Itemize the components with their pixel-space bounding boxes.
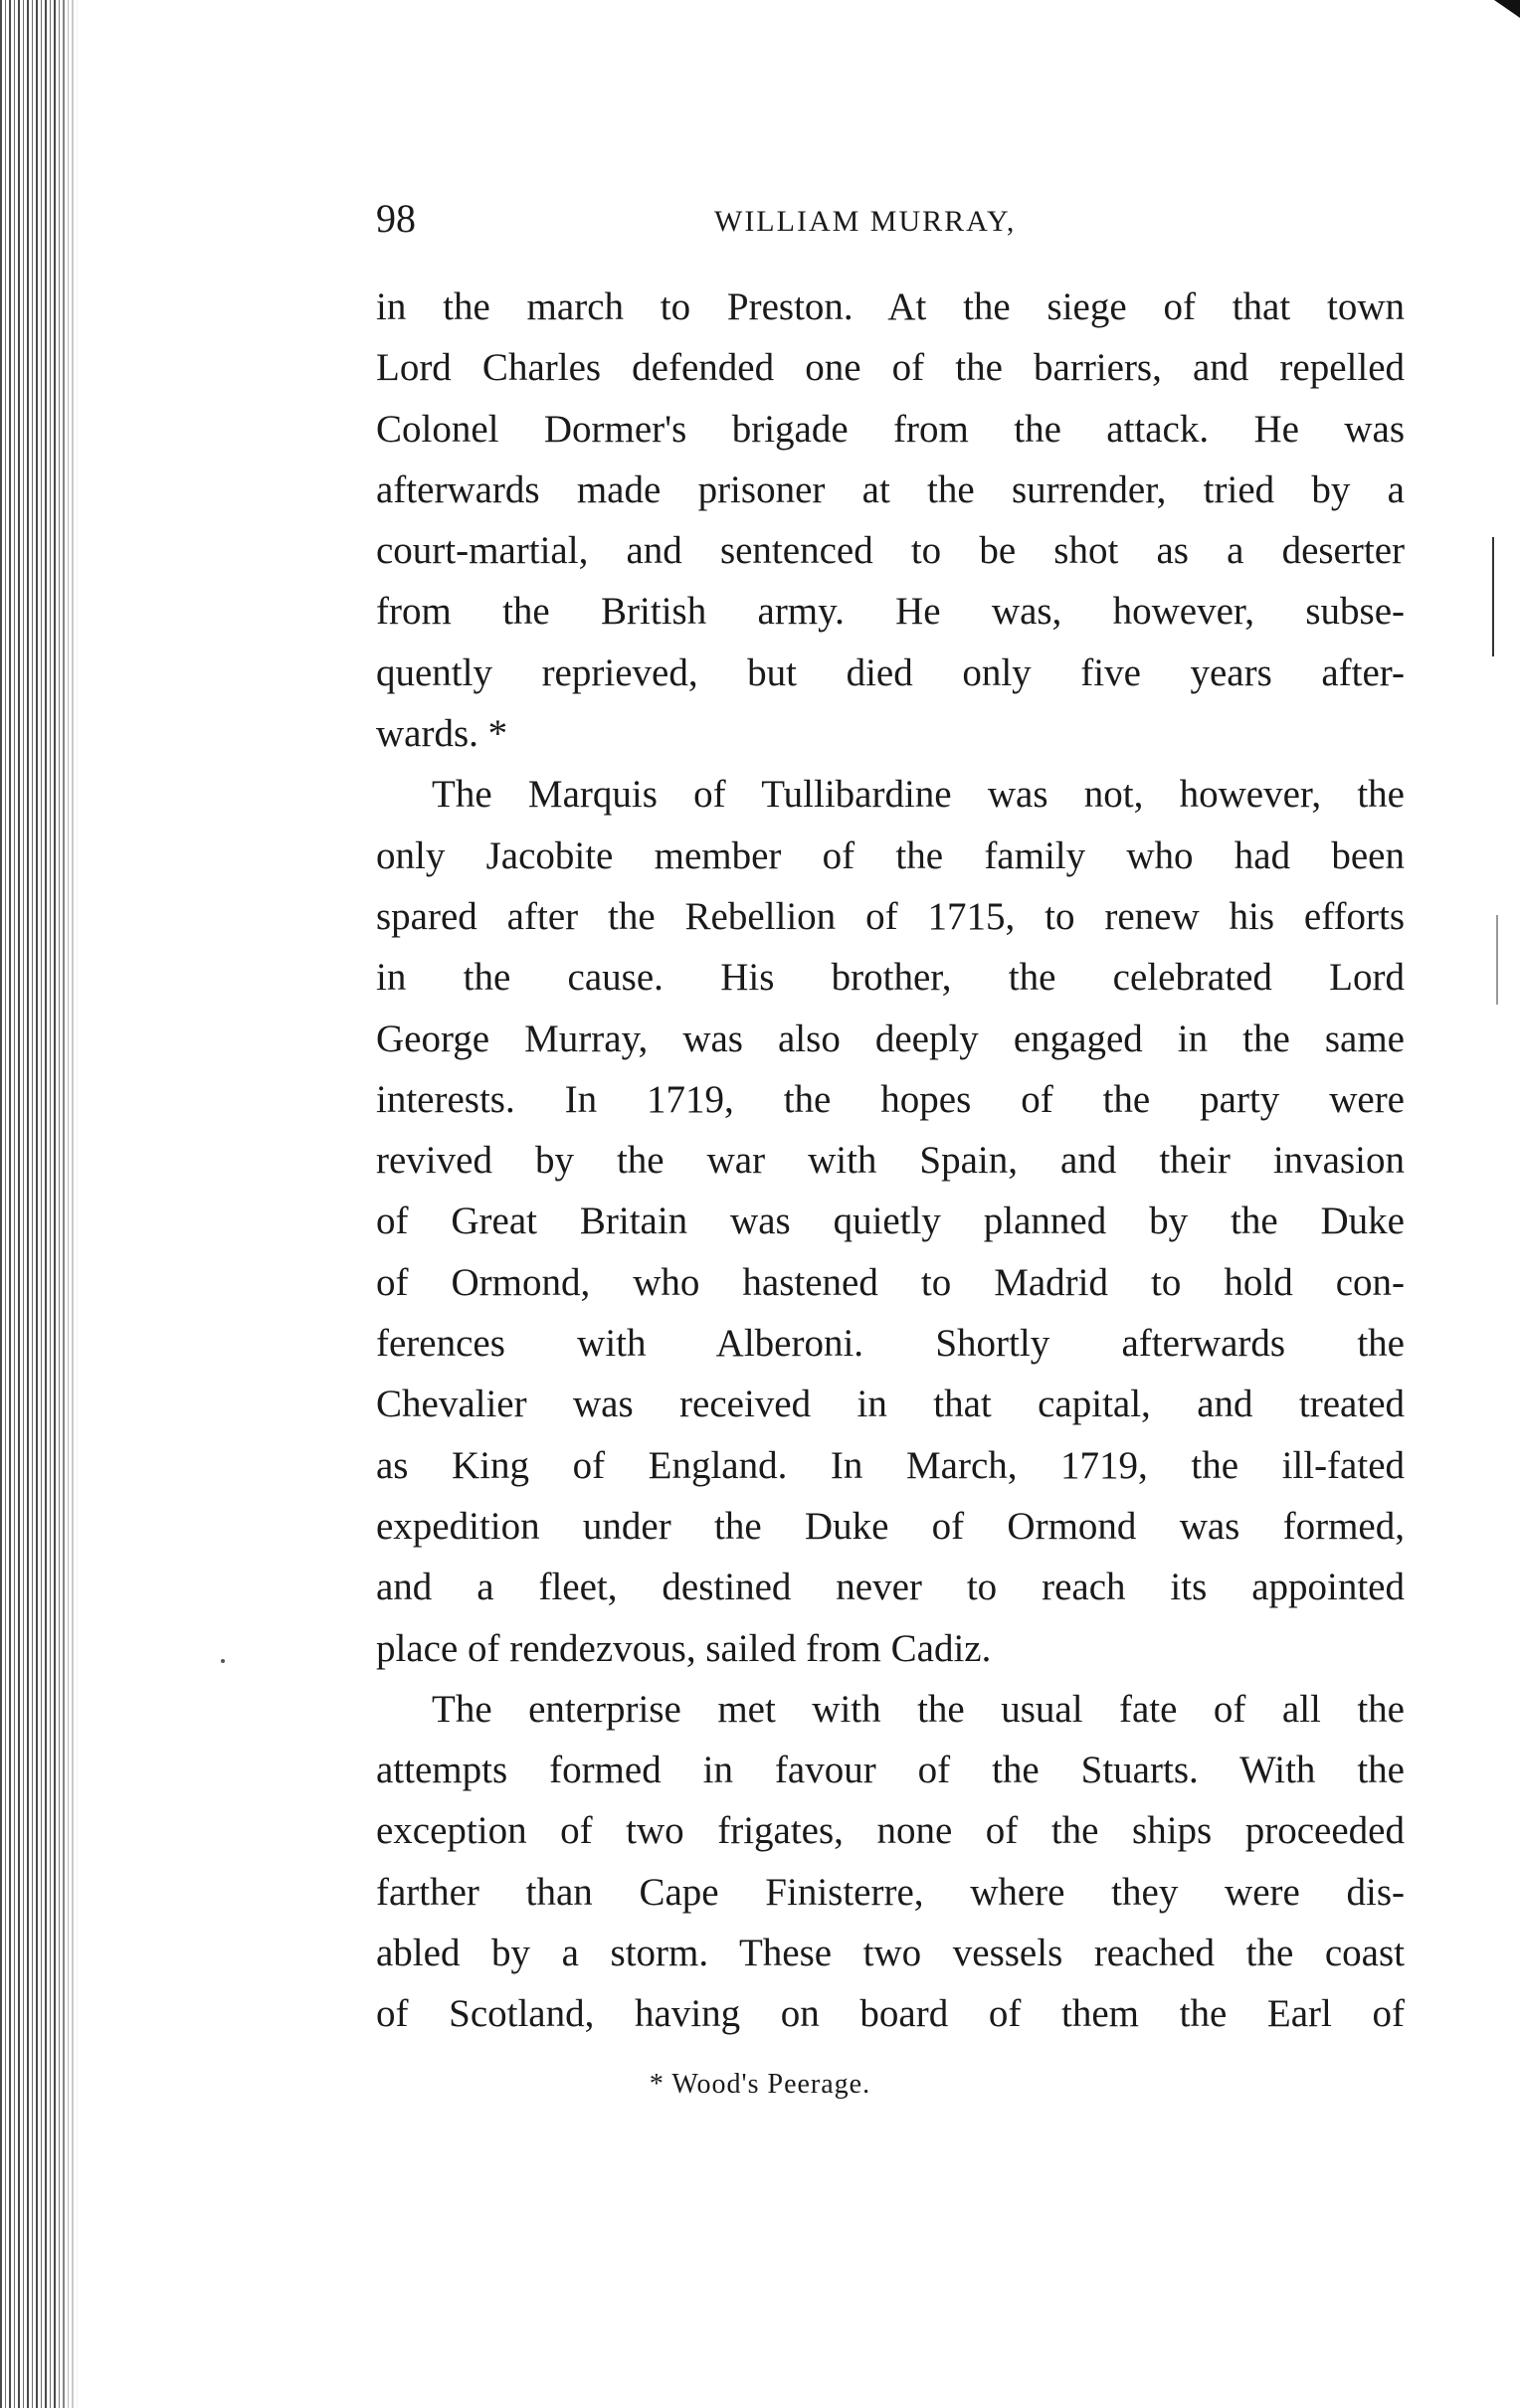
text-line: afterwards made prisoner at the surrender, tried by a [376,467,1405,511]
margin-mark [1496,915,1498,1005]
text-line: spared after the Rebellion of 1715, to renew his efforts [376,894,1405,938]
text-line: abled by a storm. These two vessels reached the coast [376,1932,1405,1975]
margin-mark [1492,537,1494,656]
text-line: revived by the war with Spain, and their invasion [376,1139,1405,1183]
text-line: Colonel Dormer's brigade from the attack. He was [376,407,1405,451]
text-line: quently reprieved, but died only five years after- [376,650,1405,694]
text-line: farther than Cape Finisterre, where they were dis- [376,1870,1405,1914]
speck [221,1659,225,1663]
text-line: place of rendezvous, sailed from Cadiz. [376,1626,992,1670]
text-line: The Marquis of Tullibardine was not, however, the [432,773,1405,817]
text-line: attempts formed in favour of the Stuarts. With the [376,1749,1405,1792]
text-line: Chevalier was received in that capital, and treated [376,1383,1405,1426]
corner-mark [1494,0,1520,18]
text-line: ferences with Alberoni. Shortly afterwards the [376,1322,1405,1366]
text-line: in the march to Preston. At the siege of that town [376,285,1405,328]
running-title: WILLIAM MURRAY, [714,205,1017,238]
page-number: 98 [376,196,416,241]
binding-fade [56,0,80,2408]
text-line: interests. In 1719, the hopes of the party were [376,1077,1405,1121]
text-line: in the cause. His brother, the celebrated Lord [376,956,1405,1000]
text-line: George Murray, was also deeply engaged in the same [376,1017,1405,1060]
text-line: and a fleet, destined never to reach its appointed [376,1566,1405,1609]
page-header [376,195,1072,251]
text-line: of Ormond, who hastened to Madrid to hold con- [376,1260,1405,1304]
text-line: of Great Britain was quietly planned by the Duke [376,1200,1405,1243]
text-line: court-martial, and sentenced to be shot as a deserter [376,529,1405,573]
text-line: wards. * [376,712,508,756]
text-line: Lord Charles defended one of the barriers, and repelled [376,346,1405,390]
text-line: exception of two frigates, none of the ships proceeded [376,1809,1405,1853]
text-line: expedition under the Duke of Ormond was formed, [376,1504,1405,1548]
footnote: * Wood's Peerage. [649,2069,871,2100]
text-line: from the British army. He was, however, subse- [376,590,1405,634]
text-line: The enterprise met with the usual fate of all the [432,1687,1405,1731]
text-line: of Scotland, having on board of them the Earl of [376,1992,1405,2036]
text-line: as King of England. In March, 1719, the ill-fated [376,1443,1405,1487]
body-text [376,277,1405,2045]
text-line: only Jacobite member of the family who had been [376,834,1405,877]
